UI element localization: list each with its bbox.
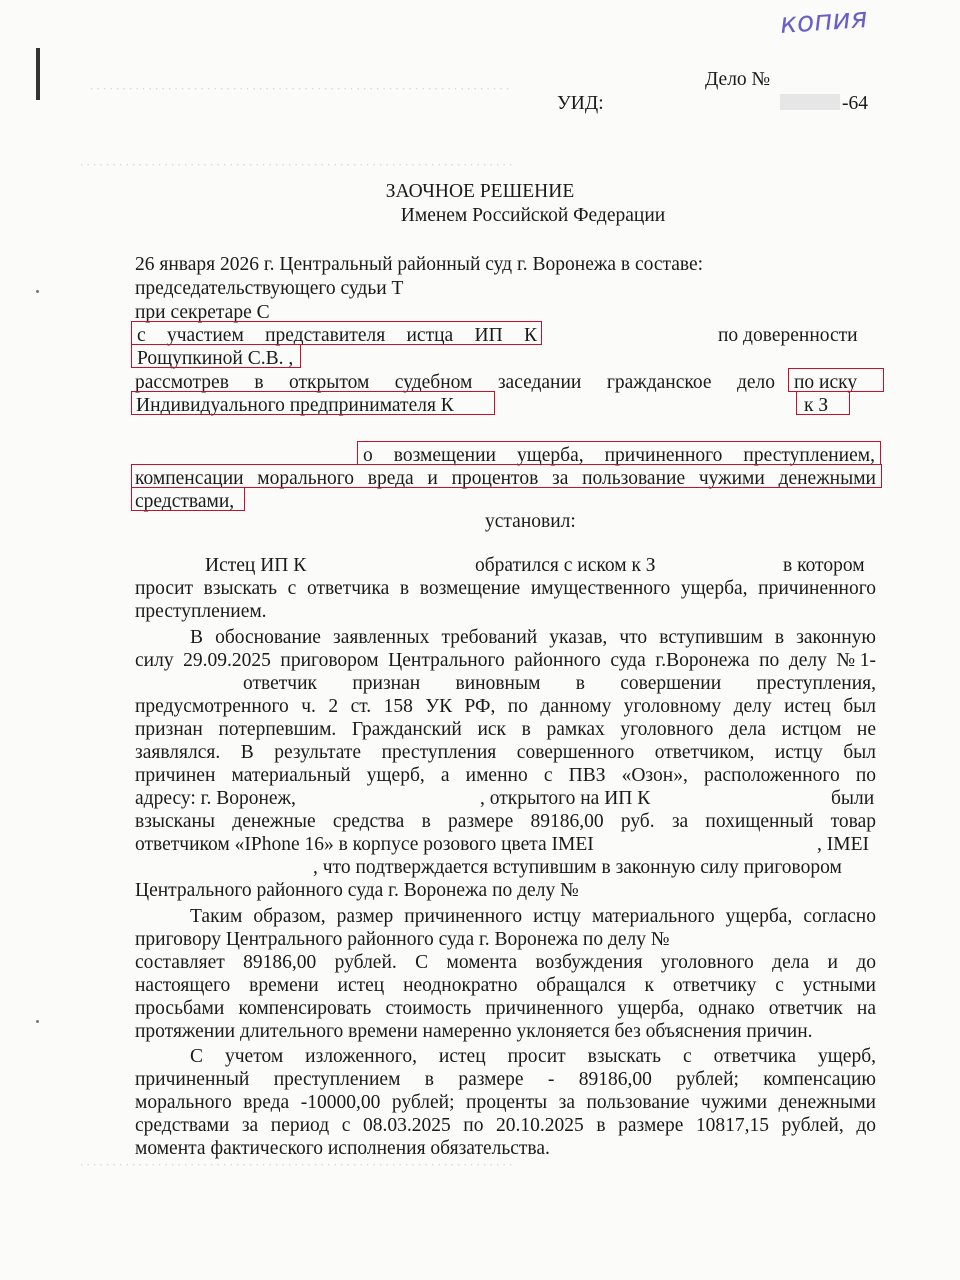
highlight-box <box>796 391 850 415</box>
body-line: приговору Центрального районного суда г. Воронежа по делу № <box>135 929 670 950</box>
intro-compensation-line: компенсации морального вреда и процентов за пользование чужими денежными <box>135 468 876 489</box>
highlight-box <box>788 368 884 392</box>
intro-subject-line: о возмещении ущерба, причиненного преступлением, <box>363 445 875 466</box>
body-address: адресу: г. Воронеж, <box>135 788 296 809</box>
uid-label: УИД: <box>557 93 604 114</box>
body-line: просьбами компенсировать стоимость причиненного ущерба, однако ответчик на <box>135 998 876 1019</box>
body-line: морального вреда -10000,00 рублей; проценты за пользование чужими денежными <box>135 1092 876 1113</box>
body-line: , что подтверждается вступившим в законную силу приговором <box>313 857 842 878</box>
body-filed-claim: обратился с иском к З <box>475 555 656 576</box>
body-line: причиненный преступлением в размере - 89186,00 рублей; компенсацию <box>135 1069 876 1090</box>
body-imei-line: ответчиком «IPhone 16» в корпусе розового цвета IMEI <box>135 834 594 855</box>
body-in-which: в котором <box>783 555 865 576</box>
body-line: преступлением. <box>135 601 267 622</box>
highlight-box <box>131 464 882 488</box>
intro-defendant-text: к З <box>804 395 829 416</box>
intro-case-line: рассмотрев в открытом судебном заседании гражданское дело <box>135 372 775 393</box>
body-line: В обоснование заявленных требований указав, что вступившим в законную <box>190 627 876 648</box>
intro-date-line: 26 января 2026 г. Центральный районный суд г. Воронежа в составе: <box>135 254 704 275</box>
body-were: были <box>831 788 875 809</box>
redacted-uid <box>780 94 840 110</box>
body-line: ответчик признан виновным в совершении преступления, <box>243 673 876 694</box>
body-line: настоящего времени истец неоднократно обращался к ответчику с устными <box>135 975 876 996</box>
body-line: составляет 89186,00 рублей. С момента возбуждения уголовного дела и до <box>135 952 876 973</box>
body-line: средствами за период с 08.03.2025 по 20.10.2025 в размере 10817,15 рублей, до <box>135 1115 876 1136</box>
margin-dot <box>36 290 39 293</box>
highlight-box <box>131 321 542 345</box>
highlight-box <box>357 441 881 465</box>
case-number-label: Дело № <box>705 69 771 90</box>
body-opened-on: , открытого на ИП К <box>480 788 651 809</box>
body-line: предусмотренного ч. 2 ст. 158 УК РФ, по данному уголовному делу истец был <box>135 696 876 717</box>
uid-suffix: -64 <box>842 93 868 114</box>
body-line: силу 29.09.2025 приговором Центрального районного суда г.Воронежа по делу №1- <box>135 650 876 671</box>
body-line: С учетом изложенного, истец просит взыскать с ответчика ущерб, <box>190 1046 876 1067</box>
bleed-through-text: . . . . . . . . . . . . . . . . . . . . . . . . . . . . . . . . . . . . . . . . . . . . . . . . . . . . . . . . . . . . . . . . . <box>90 85 510 100</box>
margin-mark <box>36 48 40 100</box>
document-subtitle: Именем Российской Федерации <box>400 205 666 226</box>
document-title: ЗАОЧНОЕ РЕШЕНИЕ <box>385 181 575 202</box>
copy-stamp: копия <box>778 0 869 41</box>
intro-representative-name: Рощупкиной С.В. , <box>137 348 294 369</box>
highlight-box <box>131 487 245 511</box>
bleed-through-text: . . . . . . . . . . . . . . . . . . . . . . . . . . . . . . . . . . . . . . . . . . . . . . . . . . . . . . . . . . . . . . . . . . . <box>80 161 513 176</box>
body-plaintiff: Истец ИП К <box>205 555 307 576</box>
body-line: Центрального районного суда г. Воронежа по делу № <box>135 880 579 901</box>
body-line: просит взыскать с ответчика в возмещение имущественного ущерба, причиненного <box>135 578 876 599</box>
body-imei-second: , IMEI <box>817 834 869 855</box>
intro-claim-text: по иску <box>794 372 858 393</box>
intro-secretary-line: при секретаре С <box>135 302 270 323</box>
body-line: момента фактического исполнения обязательства. <box>135 1138 550 1159</box>
bleed-through-text: . . . . . . . . . . . . . . . . . . . . . . . . . . . . . . . . . . . . . . . . . . . . . . . . . . . . . . . . . . . . . . . . . . . <box>80 1161 513 1176</box>
established-heading: установил: <box>485 511 576 532</box>
intro-representative-line: с участием представителя истца ИП К <box>137 325 537 346</box>
body-line: протяжении длительного времени намеренно уклоняется без объяснения причин. <box>135 1021 813 1042</box>
body-line: заявлялся. В результате преступления совершенного ответчиком, истцу был <box>135 742 876 763</box>
highlight-box <box>131 344 301 368</box>
intro-proxy-text: по доверенности <box>718 325 858 346</box>
intro-judge-line: председательствующего судьи Т <box>135 278 404 299</box>
body-line: взысканы денежные средства в размере 89186,00 руб. за похищенный товар <box>135 811 876 832</box>
body-line: Таким образом, размер причиненного истцу материального ущерба, согласно <box>190 906 876 927</box>
highlight-box <box>131 391 495 415</box>
body-line: причинен материальный ущерб, а именно с ПВЗ «Озон», расположенного по <box>135 765 876 786</box>
intro-funds-line: средствами, <box>135 491 235 512</box>
intro-plaintiff-line: Индивидуального предпринимателя К <box>136 395 454 416</box>
body-line: признан потерпевшим. Гражданский иск в рамках уголовного дела истцом не <box>135 719 876 740</box>
margin-dot <box>36 1020 39 1023</box>
